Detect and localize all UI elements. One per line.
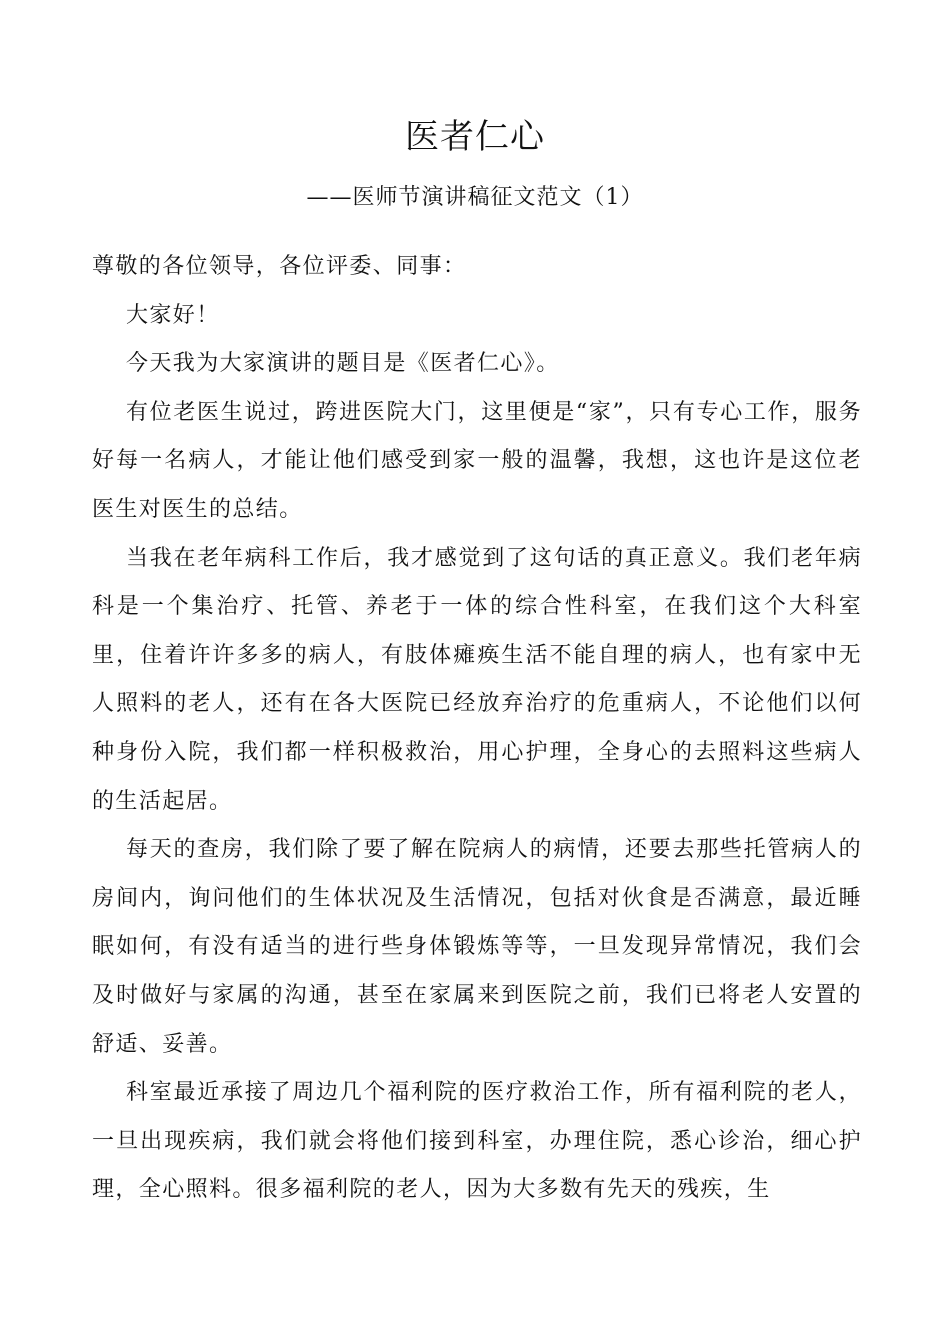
- body-paragraph: 当我在老年病科工作后，我才感觉到了这句话的真正意义。我们老年病科是一个集治疗、托管、养老于一体的综合性科室，在我们这个大科室里，住着许许多多的病人，有肢体瘫痪生活不能自理的病人，也有家中无人照料的老人，还有在各大医院已经放弃治疗的危重病人，不论他们以何种身份入院，我们都一样积极救治，用心护理，全身心的去照料这些病人的生活起居。: [92, 545, 862, 814]
- document-title: 医者仁心: [405, 117, 545, 157]
- document-body: [92, 243, 862, 1215]
- topic-paragraph: 今天我为大家演讲的题目是《医者仁心》。: [126, 351, 560, 377]
- document-subtitle: ——医师节演讲稿征文范文（1）: [306, 185, 644, 210]
- greeting-paragraph: 大家好！: [126, 302, 220, 328]
- body-paragraph: 有位老医生说过，跨进医院大门，这里便是“家”，只有专心工作，服务好每一名病人，才能让他们感受到家一般的温馨，我想，这也许是这位老医生对医生的总结。: [92, 399, 862, 522]
- salutation-paragraph: 尊敬的各位领导，各位评委、同事：: [92, 254, 467, 279]
- body-paragraph: 科室最近承接了周边几个福利院的医疗救治工作，所有福利院的老人，一旦出现疾病，我们就会将他们接到科室，办理住院，悉心诊治，细心护理，全心照料。很多福利院的老人，因为大多数有先天的残疾，生: [92, 1080, 862, 1203]
- body-paragraph: 每天的查房，我们除了要了解在院病人的病情，还要去那些托管病人的房间内，询问他们的生体状况及生活情况，包括对伙食是否满意，最近睡眠如何，有没有适当的进行些身体锻炼等等，一旦发现异常情况，我们会及时做好与家属的沟通，甚至在家属来到医院之前，我们已将老人安置的舒适、妥善。: [92, 837, 862, 1057]
